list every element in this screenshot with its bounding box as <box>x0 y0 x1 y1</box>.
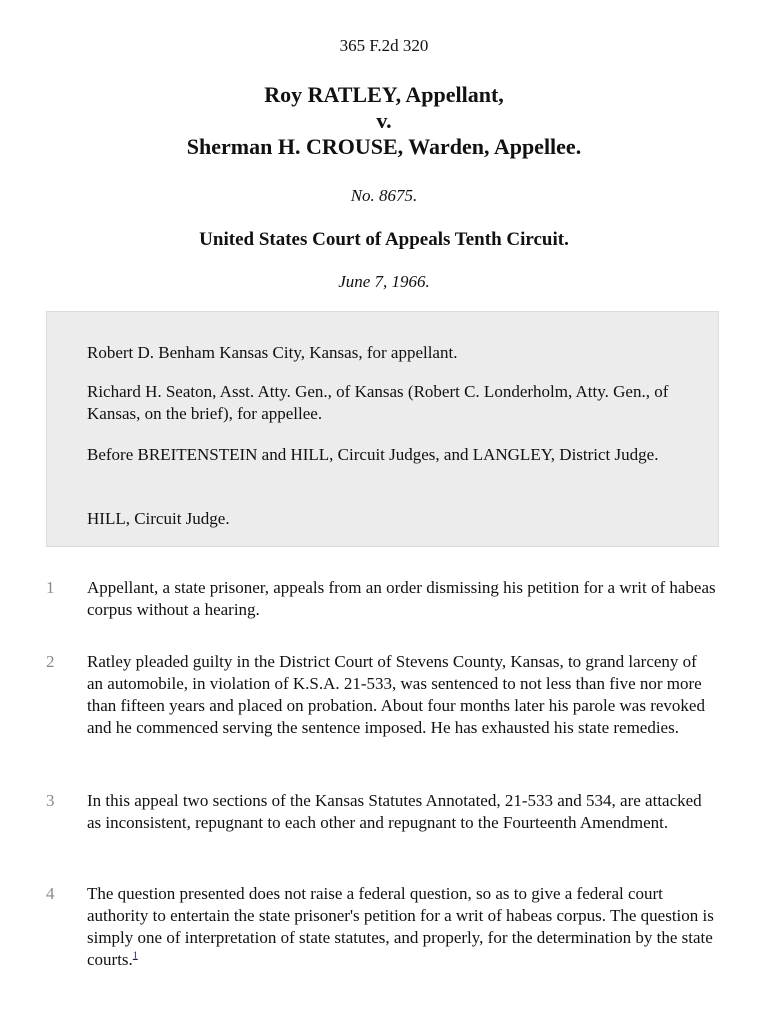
paragraph-text: Appellant, a state prisoner, appeals from an order dismissing his petition for a writ of habeas corpus without a hearing. <box>87 578 716 619</box>
caption-appellee: Sherman H. CROUSE, Warden, Appellee. <box>186 134 582 159</box>
paragraph-number: 4 <box>46 884 55 903</box>
case-citation: 365 F.2d 320 <box>339 36 429 55</box>
judicial-panel: Before BREITENSTEIN and HILL, Circuit Judges, and LANGLEY, District Judge. <box>87 445 659 464</box>
appellee-counsel: Richard H. Seaton, Asst. Atty. Gen., of Kansas (Robert C. Londerholm, Atty. Gen., of Kansas, on the brief), for appellee. <box>87 382 669 423</box>
paragraph-text: In this appeal two sections of the Kansas Statutes Annotated, 21-533 and 534, are attacked as inconsistent, repugnant to each other and repugnant to the Fourteenth Amendment. <box>87 791 702 832</box>
docket-number: No. 8675. <box>350 186 418 205</box>
counsel-panel-box <box>46 311 719 547</box>
case-caption <box>0 82 768 160</box>
footnote-link[interactable]: 1 <box>132 950 138 962</box>
paragraph-number: 3 <box>46 791 55 810</box>
paragraph-text: Ratley pleaded guilty in the District Court of Stevens County, Kansas, to grand larceny of an automobile, in violation of K.S.A. 21-533, was sentenced to not less than five nor more than fifteen years and placed on probation. About four months later his parole was revoked and he commenced serving the sentence imposed. He has exhausted his state remedies. <box>87 652 705 737</box>
court-name: United States Court of Appeals Tenth Circuit. <box>199 229 569 250</box>
paragraph-text <box>87 883 717 971</box>
decision-date: June 7, 1966. <box>338 272 430 291</box>
paragraph-number: 2 <box>46 652 55 671</box>
caption-versus: v. <box>376 108 392 133</box>
caption-appellant: Roy RATLEY, Appellant, <box>264 82 504 107</box>
paragraph-body: The question presented does not raise a federal question, so as to give a federal court authority to entertain the state prisoner's petition for a writ of habeas corpus. The question is simply one of interpretation of state statutes, and properly, for the determination by the state courts. <box>87 884 714 969</box>
paragraph-number: 1 <box>46 578 55 597</box>
appellant-counsel: Robert D. Benham Kansas City, Kansas, for appellant. <box>87 343 458 362</box>
opinion-author: HILL, Circuit Judge. <box>87 509 230 528</box>
